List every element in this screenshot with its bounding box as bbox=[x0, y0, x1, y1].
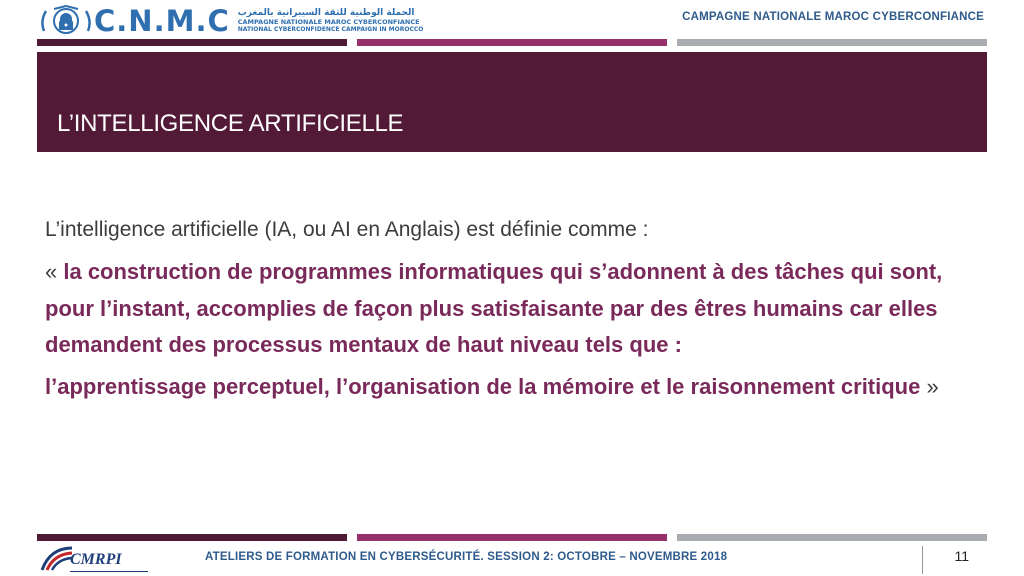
title-band bbox=[37, 52, 987, 152]
intro-text: L’intelligence artificielle (IA, ou AI en Anglais) est définie comme : bbox=[45, 218, 649, 241]
cmrpi-underline bbox=[70, 571, 148, 572]
logo-subtitles bbox=[238, 9, 424, 33]
header-bar-dark bbox=[37, 39, 347, 46]
definition-part-2: l’apprentissage perceptuel, l’organisation de la mémoire et le raisonnement critique bbox=[45, 373, 921, 399]
cmrpi-logo-text: CMRPI bbox=[70, 551, 122, 568]
cnmc-logo bbox=[40, 4, 423, 38]
logo-arabic-text: الحملة الوطنية للثقة السيبرانية بالمغرب bbox=[237, 8, 415, 19]
definition-quote bbox=[45, 254, 980, 364]
cmrpi-logo bbox=[40, 544, 150, 574]
footer-bar-mid bbox=[357, 534, 667, 541]
definition-list bbox=[45, 369, 980, 406]
footer-title: ATELIERS DE FORMATION EN CYBERSÉCURITÉ. SESSION 2: OCTOBRE – NOVEMBRE 2018 bbox=[205, 551, 728, 563]
quote-open-mark: « bbox=[45, 259, 64, 284]
logo-text: C.N.M.C bbox=[94, 4, 230, 38]
cmrpi-swoosh-icon bbox=[40, 544, 74, 572]
footer-bar-dark bbox=[37, 534, 347, 541]
page-number-divider bbox=[922, 546, 923, 574]
slide-title: L’INTELLIGENCE ARTIFICIELLE bbox=[57, 110, 404, 137]
logo-english-text: NATIONAL CYBERCONFIDENCE CAMPAIGN IN MOROCCO bbox=[237, 25, 424, 33]
header-bar-grey bbox=[677, 39, 987, 46]
definition-part-1: la construction de programmes informatiques qui s’adonnent à des tâches qui sont, pour l’instant, accomplies de façon plus satisfaisante par des êtres humains car elles demandent des processus mentaux de haut niveau tels que : bbox=[45, 259, 943, 357]
page-number: 11 bbox=[954, 548, 969, 564]
footer-bar-grey bbox=[677, 534, 987, 541]
cnmc-seal-icon bbox=[40, 5, 92, 37]
logo-french-text: CAMPAGNE NATIONALE MAROC CYBERCONFIANCE bbox=[237, 18, 420, 27]
campaign-title: CAMPAGNE NATIONALE MAROC CYBERCONFIANCE bbox=[682, 11, 984, 23]
quote-close-mark: » bbox=[920, 373, 939, 399]
slide-body bbox=[45, 214, 980, 405]
header-bar-mid bbox=[357, 39, 667, 46]
